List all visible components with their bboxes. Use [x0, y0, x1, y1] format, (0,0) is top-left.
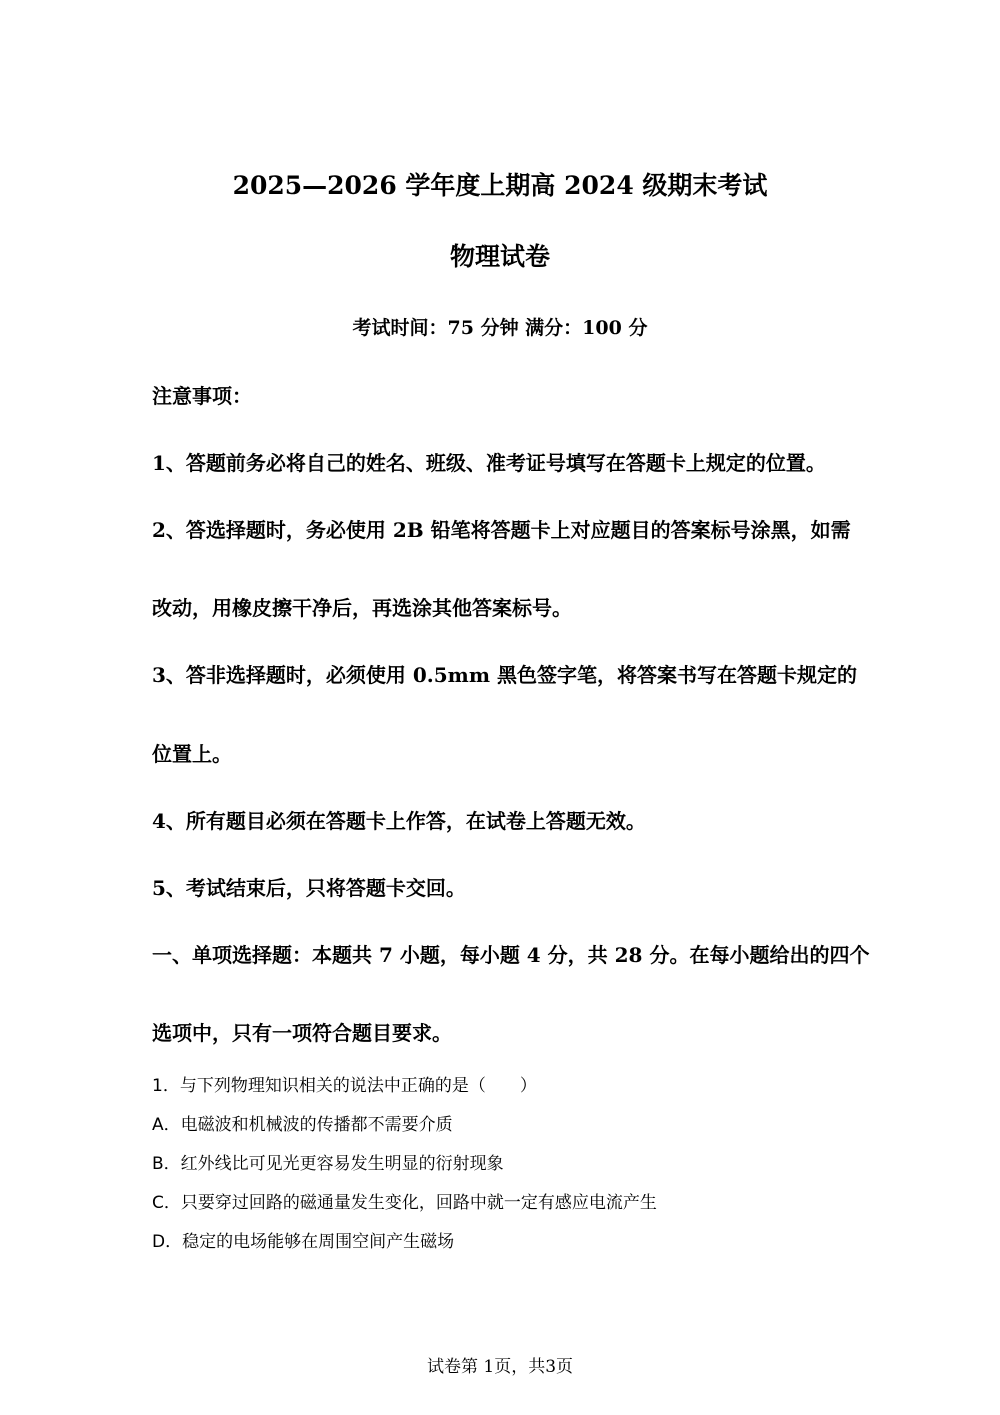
- question-1-option-c: C．只要穿过回路的磁通量发生变化，回路中就一定有感应电流产生: [152, 1193, 657, 1213]
- question-1-option-b: B．红外线比可见光更容易发生明显的衍射现象: [152, 1154, 504, 1174]
- notice-item-2-line-1: 2、答选择题时，务必使用 2B 铅笔将答题卡上对应题目的答案标号涂黑，如需: [152, 518, 851, 542]
- notice-item-5: 5、考试结束后，只将答题卡交回。: [152, 876, 466, 900]
- notice-item-4: 4、所有题目必须在答题卡上作答，在试卷上答题无效。: [152, 809, 646, 833]
- question-1-option-d: D．稳定的电场能够在周围空间产生磁场: [152, 1232, 455, 1252]
- notice-item-1: 1、答题前务必将自己的姓名、班级、准考证号填写在答题卡上规定的位置。: [152, 451, 826, 475]
- exam-title: 2025—2026 学年度上期高 2024 级期末考试: [232, 171, 768, 200]
- section-heading-line-1: 一、单项选择题：本题共 7 小题，每小题 4 分，共 28 分。在每小题给出的四个: [152, 943, 870, 967]
- exam-meta: 考试时间：75 分钟 满分：100 分: [352, 317, 648, 339]
- notices-heading: 注意事项：: [152, 384, 252, 408]
- question-1-option-a: A．电磁波和机械波的传播都不需要介质: [152, 1115, 453, 1135]
- notice-item-3-line-1: 3、答非选择题时，必须使用 0.5mm 黑色签字笔，将答案书写在答题卡规定的: [152, 663, 857, 687]
- notice-item-3-line-2: 位置上。: [152, 742, 232, 766]
- section-heading-line-2: 选项中，只有一项符合题目要求。: [152, 1021, 452, 1045]
- page-footer: 试卷第 1页，共3页: [426, 1357, 574, 1377]
- exam-subtitle: 物理试卷: [449, 242, 550, 271]
- question-1-stem: 1．与下列物理知识相关的说法中正确的是（ ）: [152, 1076, 537, 1096]
- notice-item-2-line-2: 改动，用橡皮擦干净后，再选涂其他答案标号。: [152, 596, 572, 620]
